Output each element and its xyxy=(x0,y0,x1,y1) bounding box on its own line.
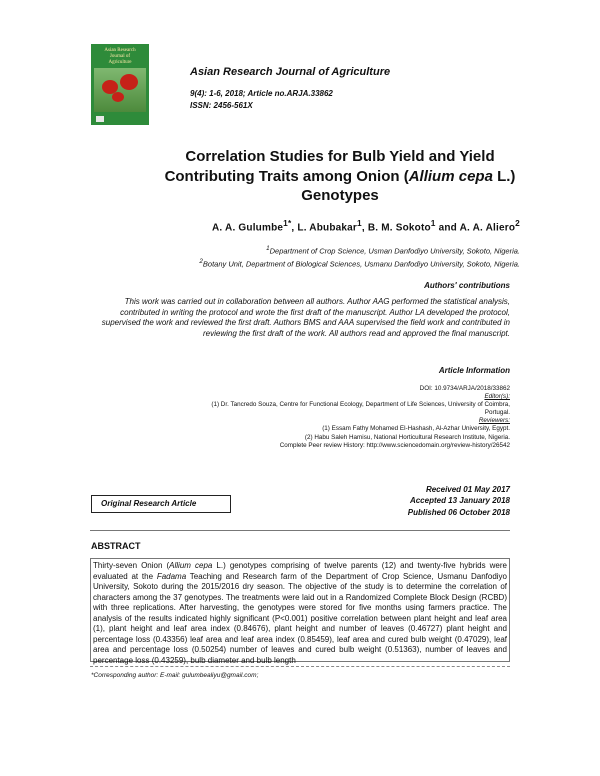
reviewer-entry: (1) Essam Fathy Mohamed El-Hashash, Al-Azhar University, Egypt. xyxy=(322,425,510,433)
article-info xyxy=(120,385,510,450)
issn: ISSN: 2456-561X xyxy=(190,101,253,110)
author-name: A. A. Gulumbe xyxy=(212,222,284,234)
review-history: Complete Peer review History: http://www.sciencedomain.org/review-history/26542 xyxy=(279,441,510,449)
volume-line: 9(4): 1-6, 2018; Article no.ARJA.33862 xyxy=(190,89,333,98)
contributions-text: This work was carried out in collaboration between all authors. Author AAG performed the statistical analysis, contributed in writing the protocol and wrote the first draft of the manuscript. Author LA developed the protocol, supervised the work and reviewed the first draft. Authors BMS and AAA supervised the field work and contributed in reviewing the first draft of the work. All authors read and approved the final manuscript. xyxy=(101,297,510,338)
corresponding-author-footnote: *Corresponding author: E-mail: gulumbealiyu@gmail.com; xyxy=(91,672,259,679)
received-date: Received 01 May 2017 xyxy=(425,485,510,494)
author-name: L. Abubakar xyxy=(297,222,358,234)
editors-label: Editor(s): xyxy=(484,393,510,401)
cover-logo-icon xyxy=(96,116,104,122)
journal-cover-image xyxy=(91,44,149,125)
journal-name: Asian Research Journal of Agriculture xyxy=(190,66,391,78)
article-info-heading: Article Information xyxy=(438,366,510,375)
footnote-divider xyxy=(90,666,510,667)
reviewers-label: Reviewers: xyxy=(478,417,510,425)
accepted-date: Accepted 13 January 2018 xyxy=(409,496,510,506)
paper-title: Correlation Studies for Bulb Yield and Yield Contributing Traits among Onion (Allium cepa L.) Genotypes xyxy=(164,148,516,204)
author-list: A. A. Gulumbe$^{1*}$, L. Abubakar$^1$, B. M. Sokoto$^1$ and A. A. Aliero$^2$ xyxy=(212,218,520,234)
article-type-badge: Original Research Article xyxy=(91,495,231,513)
contributions-heading: Authors' contributions xyxy=(424,281,510,290)
article-dates xyxy=(300,484,510,518)
editor-entry: (1) Dr. Tancredo Souza, Centre for Functional Ecology, Department of Life Sciences, University of Coimbra, xyxy=(211,401,510,409)
author-name: B. M. Sokoto xyxy=(367,222,431,234)
author-name: A. A. Aliero xyxy=(459,222,516,234)
published-date: Published 06 October 2018 xyxy=(407,507,510,517)
doi: DOI: 10.9734/ARJA/2018/33862 xyxy=(419,385,510,392)
reviewer-entry: (2) Habu Saleh Hamisu, National Horticultural Research Institute, Nigeria. xyxy=(304,433,510,441)
affiliation: $^2$Botany Unit, Department of Biological Sciences, Usmanu Danfodiyo University, Sokoto, Nigeria. xyxy=(199,258,520,269)
abstract-heading: ABSTRACT xyxy=(91,541,141,551)
cover-flower-photo xyxy=(94,68,146,112)
affiliations xyxy=(120,244,520,270)
review-history-link[interactable]: http://www.sciencedomain.org/review-history/26542 xyxy=(366,441,510,449)
affiliation: $^1$Department of Crop Science, Usman Danfodiyo University, Sokoto, Nigeria. xyxy=(266,245,520,256)
cover-journal-name: Asian Research Journal of Agriculture xyxy=(104,48,136,65)
abstract-text: Thirty-seven Onion (Allium cepa L.) genotypes comprising of twelve parents (12) and twenty-five hybrids were evaluated at the Fadama Teaching and Research farm of the Department of Crop Science, Usmanu Danfodiyo University, Sokoto during the 2015/2016 dry season. The objective of the study is to determine the correlation of characters among the 37 genotypes. The treatments were laid out in a Randomized Complete Block Design (RCBD) with three replications. After harvesting, the genotypes were stored for five months using farmers practice. The analysis of the results indicated highly significant (P<0.001) positive correlation between plant height and leaf area (1), plant height and leaf area index (0.84676), plant height and number of leaves (0.46727) plant height and percentage loss (0.43356) leaf area and leaf area index (0.85459), leaf area and cured bulb weight (0.47029), leaf area and percentage loss (0.50254) number of leaves and cured bulb weight (0.51363), number of leaves and percentage loss (0.43259), bulb diameter and bulb length xyxy=(93,561,508,665)
divider xyxy=(90,530,510,531)
editor-entry-cont: Portugal. xyxy=(484,409,510,417)
